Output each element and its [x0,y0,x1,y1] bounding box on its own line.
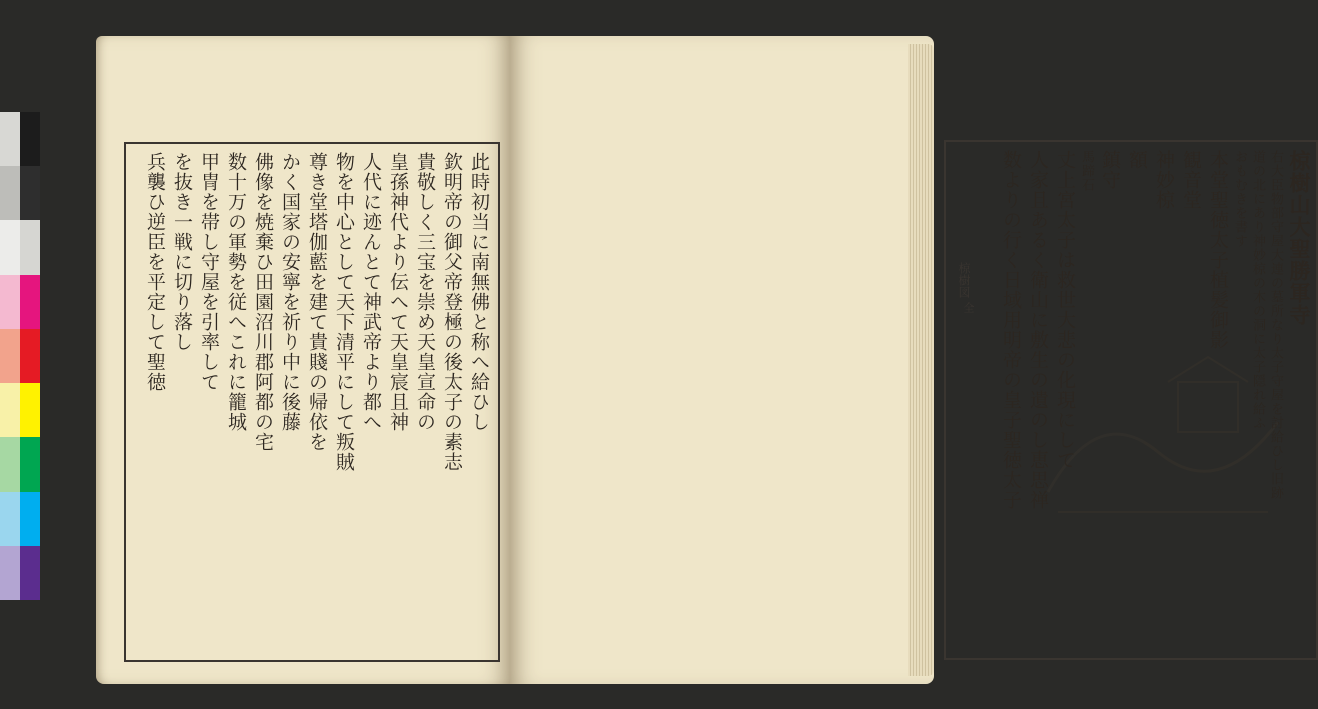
text-column: 馬蹄石 [1079,150,1094,192]
text-column: 本堂聖徳太子植髪御影 [1207,150,1229,350]
text-column: 兵襲ひ逆臣を平定して聖徳 [144,152,166,392]
color-patch [0,166,20,220]
text-column: かく国家の安寧を祈り中に後藤 [279,152,301,432]
color-patch [0,112,20,166]
color-patch-row [0,383,40,437]
text-column: 尊き堂塔伽藍を建て貴賤の帰依を [306,152,328,452]
text-column: 椋樹山大聖勝軍寺 [1287,150,1312,326]
text-column: 数よりの行く日域用明帝の皇子聖徳太子 [1000,150,1022,510]
color-patch [0,437,20,491]
color-patch [20,275,40,329]
color-patch [20,546,40,600]
color-patch-row [0,492,40,546]
color-patch-row [0,112,40,166]
page-edges [908,44,934,676]
color-patch [0,275,20,329]
color-patch-row [0,329,40,383]
text-column: 此時初当に南無佛と称へ給ひし [468,152,490,432]
text-column: 物を中心として天下清平にして叛賊 [333,152,355,472]
color-calibration-strip [0,112,40,600]
text-column: 丈上宮太子は救世大悲の化現にして [1054,150,1076,470]
color-patch [20,437,40,491]
text-column: おもむきを書す [1232,150,1247,248]
text-column: 数十万の軍勢を従へこれに籠城 [225,152,247,432]
color-patch-row [0,546,40,600]
color-patch [0,383,20,437]
color-patch [0,329,20,383]
text-column: 神妙椋 [1153,150,1175,210]
text-column: 皇孫神代より伝へて天皇宸且神 [387,152,409,432]
text-column: 額 [1126,150,1148,170]
text-column: を抜き一戦に切り落し [171,152,193,352]
text-column: 人代に迹んとて神武帝より都へ [360,152,382,432]
open-book [96,36,1312,684]
color-patch [20,166,40,220]
color-patch-row [0,166,40,220]
illustration-caption: 椋樹図 [957,262,971,298]
text-column: 貴敬しく三宝を崇め天皇宣命の [414,152,436,432]
text-column: 鎮守 [1099,150,1121,190]
right-page [510,36,1312,684]
color-patch-row [0,437,40,491]
left-page [96,36,510,684]
color-patch [20,220,40,274]
color-patch [0,220,20,274]
color-patch [20,492,40,546]
color-patch [20,383,40,437]
color-patch [20,329,40,383]
color-patch-row [0,220,40,274]
text-column: 右大臣物部守屋大連の墓所なり太子守屋を討給ひし旧跡 [1268,150,1283,500]
text-column: 佛像を焼棄ひ田園沼川郡阿都の宅 [252,152,274,452]
color-patch [0,546,20,600]
text-column: 甲冑を帯し守屋を引率して [198,152,220,392]
text-column: 道の北にあり神妙椋の木の洞に太子隠れ給ふ [1250,150,1265,430]
text-column: 人家且あるく衛山に敷生の遺のし恵思禅 [1027,150,1049,510]
right-text-frame [944,140,1318,660]
color-patch-row [0,275,40,329]
text-column: 観音堂 [1180,150,1202,210]
color-patch [0,492,20,546]
left-text-frame [124,142,500,662]
text-column: 欽明帝の御父帝登極の後太子の素志 [441,152,463,472]
page-seal: 全 [962,302,975,313]
color-patch [20,112,40,166]
